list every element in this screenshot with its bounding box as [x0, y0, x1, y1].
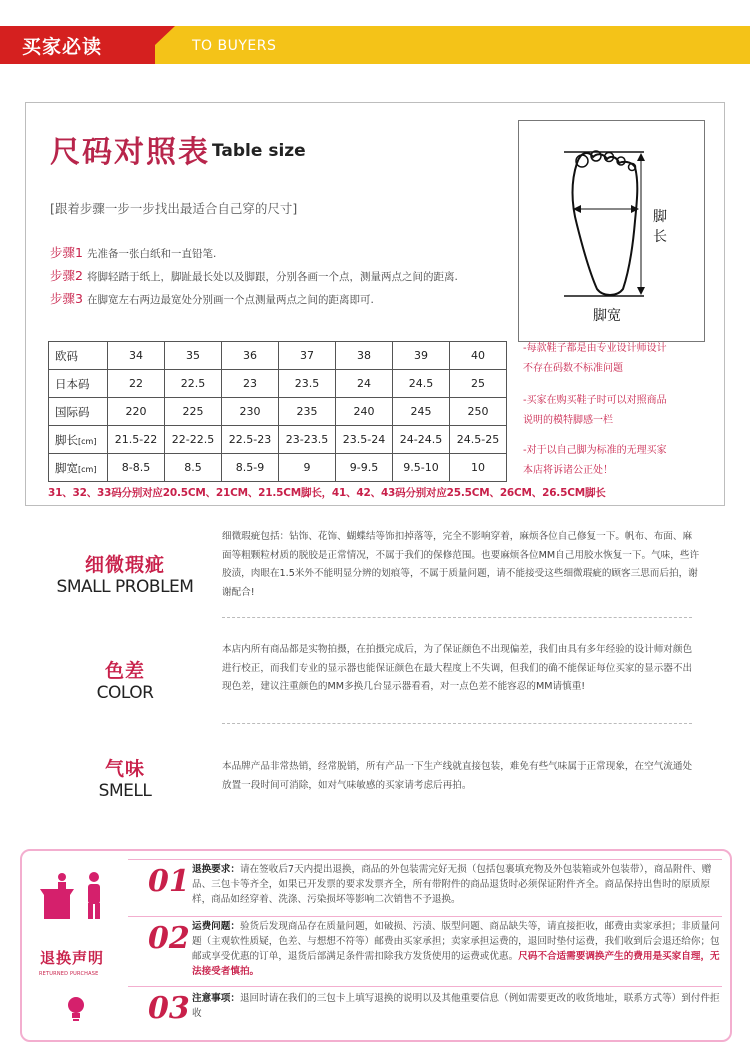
size-row-label-text: 日本码 [55, 376, 90, 391]
size-row-label [49, 398, 108, 426]
small-problem-text: 细微瑕疵包括：钻饰、花饰、蝴蝶结等饰扣掉落等，完全不影响穿着，麻烦各位自己修复一下。帆布、布面、麻面等粗颗粒材质的脱胶是正常情况，不属于我们的保修范围。也要麻烦各位MM自己用胶水恢复一下。气味，些许胶渍，肉眼在1.5米外不能明显分辨的划痕等，不属于质量问题，请不能接受这些细微瑕疵的顾客三思而后拍，谢谢配合! [222, 531, 700, 598]
size-table [48, 341, 507, 482]
header-title-cn: 买家必读 [22, 36, 103, 58]
step-3 [50, 289, 374, 307]
foot-diagram [518, 120, 705, 342]
size-cell: 23 [222, 370, 279, 398]
size-cell: 225 [165, 398, 222, 426]
size-cell: 36 [222, 342, 279, 370]
note-2 [523, 391, 667, 431]
small-problem-title [40, 550, 210, 597]
size-row-label [49, 454, 108, 482]
lightbulb-icon [26, 857, 126, 1033]
size-cell: 24 [336, 370, 393, 398]
size-table-row [49, 426, 507, 454]
size-row-label [49, 342, 108, 370]
size-cell: 245 [393, 398, 450, 426]
return-item-2-number: 02 [148, 921, 190, 956]
size-cell: 21.5-22 [108, 426, 165, 454]
size-row-unit: [cm] [78, 464, 97, 474]
note-3-line-1: -对于以自己脚为标准的无理买家 [523, 445, 667, 456]
note-1-line-1: -每款鞋子都是由专业设计师设计 [523, 343, 667, 354]
return-item-3-title: 注意事项： [192, 993, 240, 1004]
return-item-1 [128, 859, 722, 915]
return-item-2-title: 运费问题： [192, 921, 240, 932]
note-2-line-2: 说明的模特脚感一栏 [523, 415, 613, 426]
size-cell: 37 [279, 342, 336, 370]
size-cell: 22.5 [165, 370, 222, 398]
header-slash [135, 26, 175, 64]
returns-title-en: RETURNED PURCHASE [39, 971, 99, 977]
size-cell: 10 [450, 454, 507, 482]
size-chart-box [25, 102, 725, 506]
size-cell: 35 [165, 342, 222, 370]
size-row-label [49, 426, 108, 454]
size-row-label-text: 脚长 [55, 432, 78, 447]
return-item-3-text [192, 991, 720, 1021]
size-cell: 39 [393, 342, 450, 370]
step-2-label: 步骤2 [50, 268, 83, 283]
to-buyers-header [0, 26, 750, 64]
return-item-2-warning: 尺码不合适需要调换产生的费用是买家自理，无法接受者慎拍。 [192, 951, 720, 977]
returns-left-panel [26, 857, 126, 1033]
size-cell: 8-8.5 [108, 454, 165, 482]
size-table-row [49, 370, 507, 398]
size-cell: 24-24.5 [393, 426, 450, 454]
return-item-2-body: 验货后发现商品存在质量问题，如破损、污渍、版型问题、商品缺失等，请直接拒收，邮费由卖家承担；非质量问题（主观软性质疑，色差、与想想不符等）邮费由买家承担；卖家承担运费的，退回时垫付运费，我们收到后会退还给你；包邮或享受优惠的订单，退货后部满足条件需扣除我方发货使用的运费或优惠。 [192, 921, 720, 962]
note-1 [523, 339, 667, 379]
note-1-line-2: 不存在码数不标准问题 [523, 363, 623, 374]
size-cell: 34 [108, 342, 165, 370]
color-title-en: COLOR [96, 683, 154, 703]
size-cell: 24.5 [393, 370, 450, 398]
size-table-row [49, 454, 507, 482]
size-chart-subtitle: [跟着步骤一步一步找出最适合自己穿的尺寸] [50, 201, 298, 216]
note-2-line-1: -买家在购买鞋子时可以对照商品 [523, 395, 667, 406]
step-3-label: 步骤3 [50, 291, 83, 306]
foot-length-label: 脚长 [653, 209, 667, 245]
size-row-label [49, 370, 108, 398]
size-row-label-text: 脚宽 [55, 460, 78, 475]
divider-2 [222, 723, 692, 724]
step-2 [50, 266, 458, 284]
size-cell: 23.5 [279, 370, 336, 398]
size-cell: 23-23.5 [279, 426, 336, 454]
size-row-label-text: 国际码 [55, 404, 90, 419]
size-cell: 9.5-10 [393, 454, 450, 482]
return-item-2 [128, 916, 722, 977]
color-text: 本店内所有商品都是实物拍摄，在拍摄完成后，为了保证颜色不出现偏差，我们由具有多年经验的设计师对颜色进行校正，而我们专业的显示器也能保证颜色在最大程度上不失调，但我们的确不能保证每位买家的显示器不出现色差，建议注重颜色的MM多换几台显示器看看，对一点色差不能容忍的MM请慎重! [222, 644, 693, 693]
return-item-2-text [192, 919, 720, 979]
step-1-text: 先准备一张白纸和一直铅笔. [86, 248, 217, 260]
size-cell: 220 [108, 398, 165, 426]
size-cell: 8.5 [165, 454, 222, 482]
step-1 [50, 243, 216, 261]
size-cell: 230 [222, 398, 279, 426]
returns-title-cn: 退换声明 [40, 949, 105, 967]
step-1-label: 步骤1 [50, 245, 83, 260]
divider-1 [222, 617, 692, 618]
return-item-1-text [192, 862, 720, 907]
size-cell: 8.5-9 [222, 454, 279, 482]
size-cell: 240 [336, 398, 393, 426]
size-chart-title-en: Table size [212, 141, 306, 161]
small-problem-title-cn: 细微瑕疵 [84, 554, 165, 576]
small-problem-title-en: SMALL PROBLEM [56, 577, 194, 597]
size-bottom-note: 31、32、33码分别对应20.5CM、21CM、21.5CM脚长，41、42、43码分别对应25.5CM、26CM、26.5CM脚长 [48, 487, 606, 499]
size-cell: 9-9.5 [336, 454, 393, 482]
size-cell: 38 [336, 342, 393, 370]
return-item-1-title: 退换要求： [192, 864, 240, 875]
foot-width-label: 脚宽 [593, 308, 621, 324]
size-row-unit: [cm] [78, 436, 97, 446]
size-cell: 250 [450, 398, 507, 426]
size-cell: 235 [279, 398, 336, 426]
color-title-cn: 色差 [104, 660, 145, 682]
note-3 [523, 441, 667, 481]
size-cell: 22.5-23 [222, 426, 279, 454]
header-title-en: TO BUYERS [192, 38, 277, 54]
step-2-text: 将脚轻踏于纸上，脚趾最长处以及脚跟，分别各画一个点，测量两点之间的距离. [86, 271, 458, 283]
size-cell: 24.5-25 [450, 426, 507, 454]
size-cell: 23.5-24 [336, 426, 393, 454]
size-chart-title: 尺码对照表 [50, 135, 210, 170]
smell-title-cn: 气味 [104, 758, 145, 780]
size-cell: 25 [450, 370, 507, 398]
return-item-3 [128, 986, 722, 1042]
color-title [40, 656, 210, 703]
smell-title [40, 754, 210, 801]
return-item-1-number: 01 [148, 864, 190, 899]
smell-text: 本品牌产品非常热销，经常脱销，所有产品一下生产线就直接包装，难免有些气味属于正常现象，在空气流通处放置一段时间可消除，如对气味敏感的买家请考虑后再拍。 [222, 761, 693, 791]
returns-box [20, 849, 732, 1042]
size-cell: 22 [108, 370, 165, 398]
return-item-1-body: 请在签收后7天内提出退换，商品的外包装需完好无损（包括包裹填充物及外包装箱或外包装带），商品附件、赠品、三包卡等齐全，如果已开发票的要求发票齐全，所有带附件的商品退货时必须保证附件齐全。商品保持出售时的原质原样，商品如经穿着、洗涤、污染损坏等影响二次销售不予退换。 [192, 864, 712, 905]
step-3-text: 在脚宽左右两边最宽处分别画一个点测量两点之间的距离即可. [86, 294, 374, 306]
size-row-label-text: 欧码 [55, 348, 78, 363]
size-table-row [49, 398, 507, 426]
smell-title-en: SMELL [98, 781, 152, 801]
size-table-row [49, 342, 507, 370]
size-cell: 40 [450, 342, 507, 370]
size-cell: 22-22.5 [165, 426, 222, 454]
size-cell: 9 [279, 454, 336, 482]
return-item-3-body: 退回时请在我们的三包卡上填写退换的说明以及其他重要信息（例如需要更改的收货地址，联系方式等）到付件拒收 [192, 993, 720, 1019]
note-3-line-2: 本店将诉诸公正处！ [523, 465, 613, 476]
return-item-3-number: 03 [148, 991, 190, 1026]
